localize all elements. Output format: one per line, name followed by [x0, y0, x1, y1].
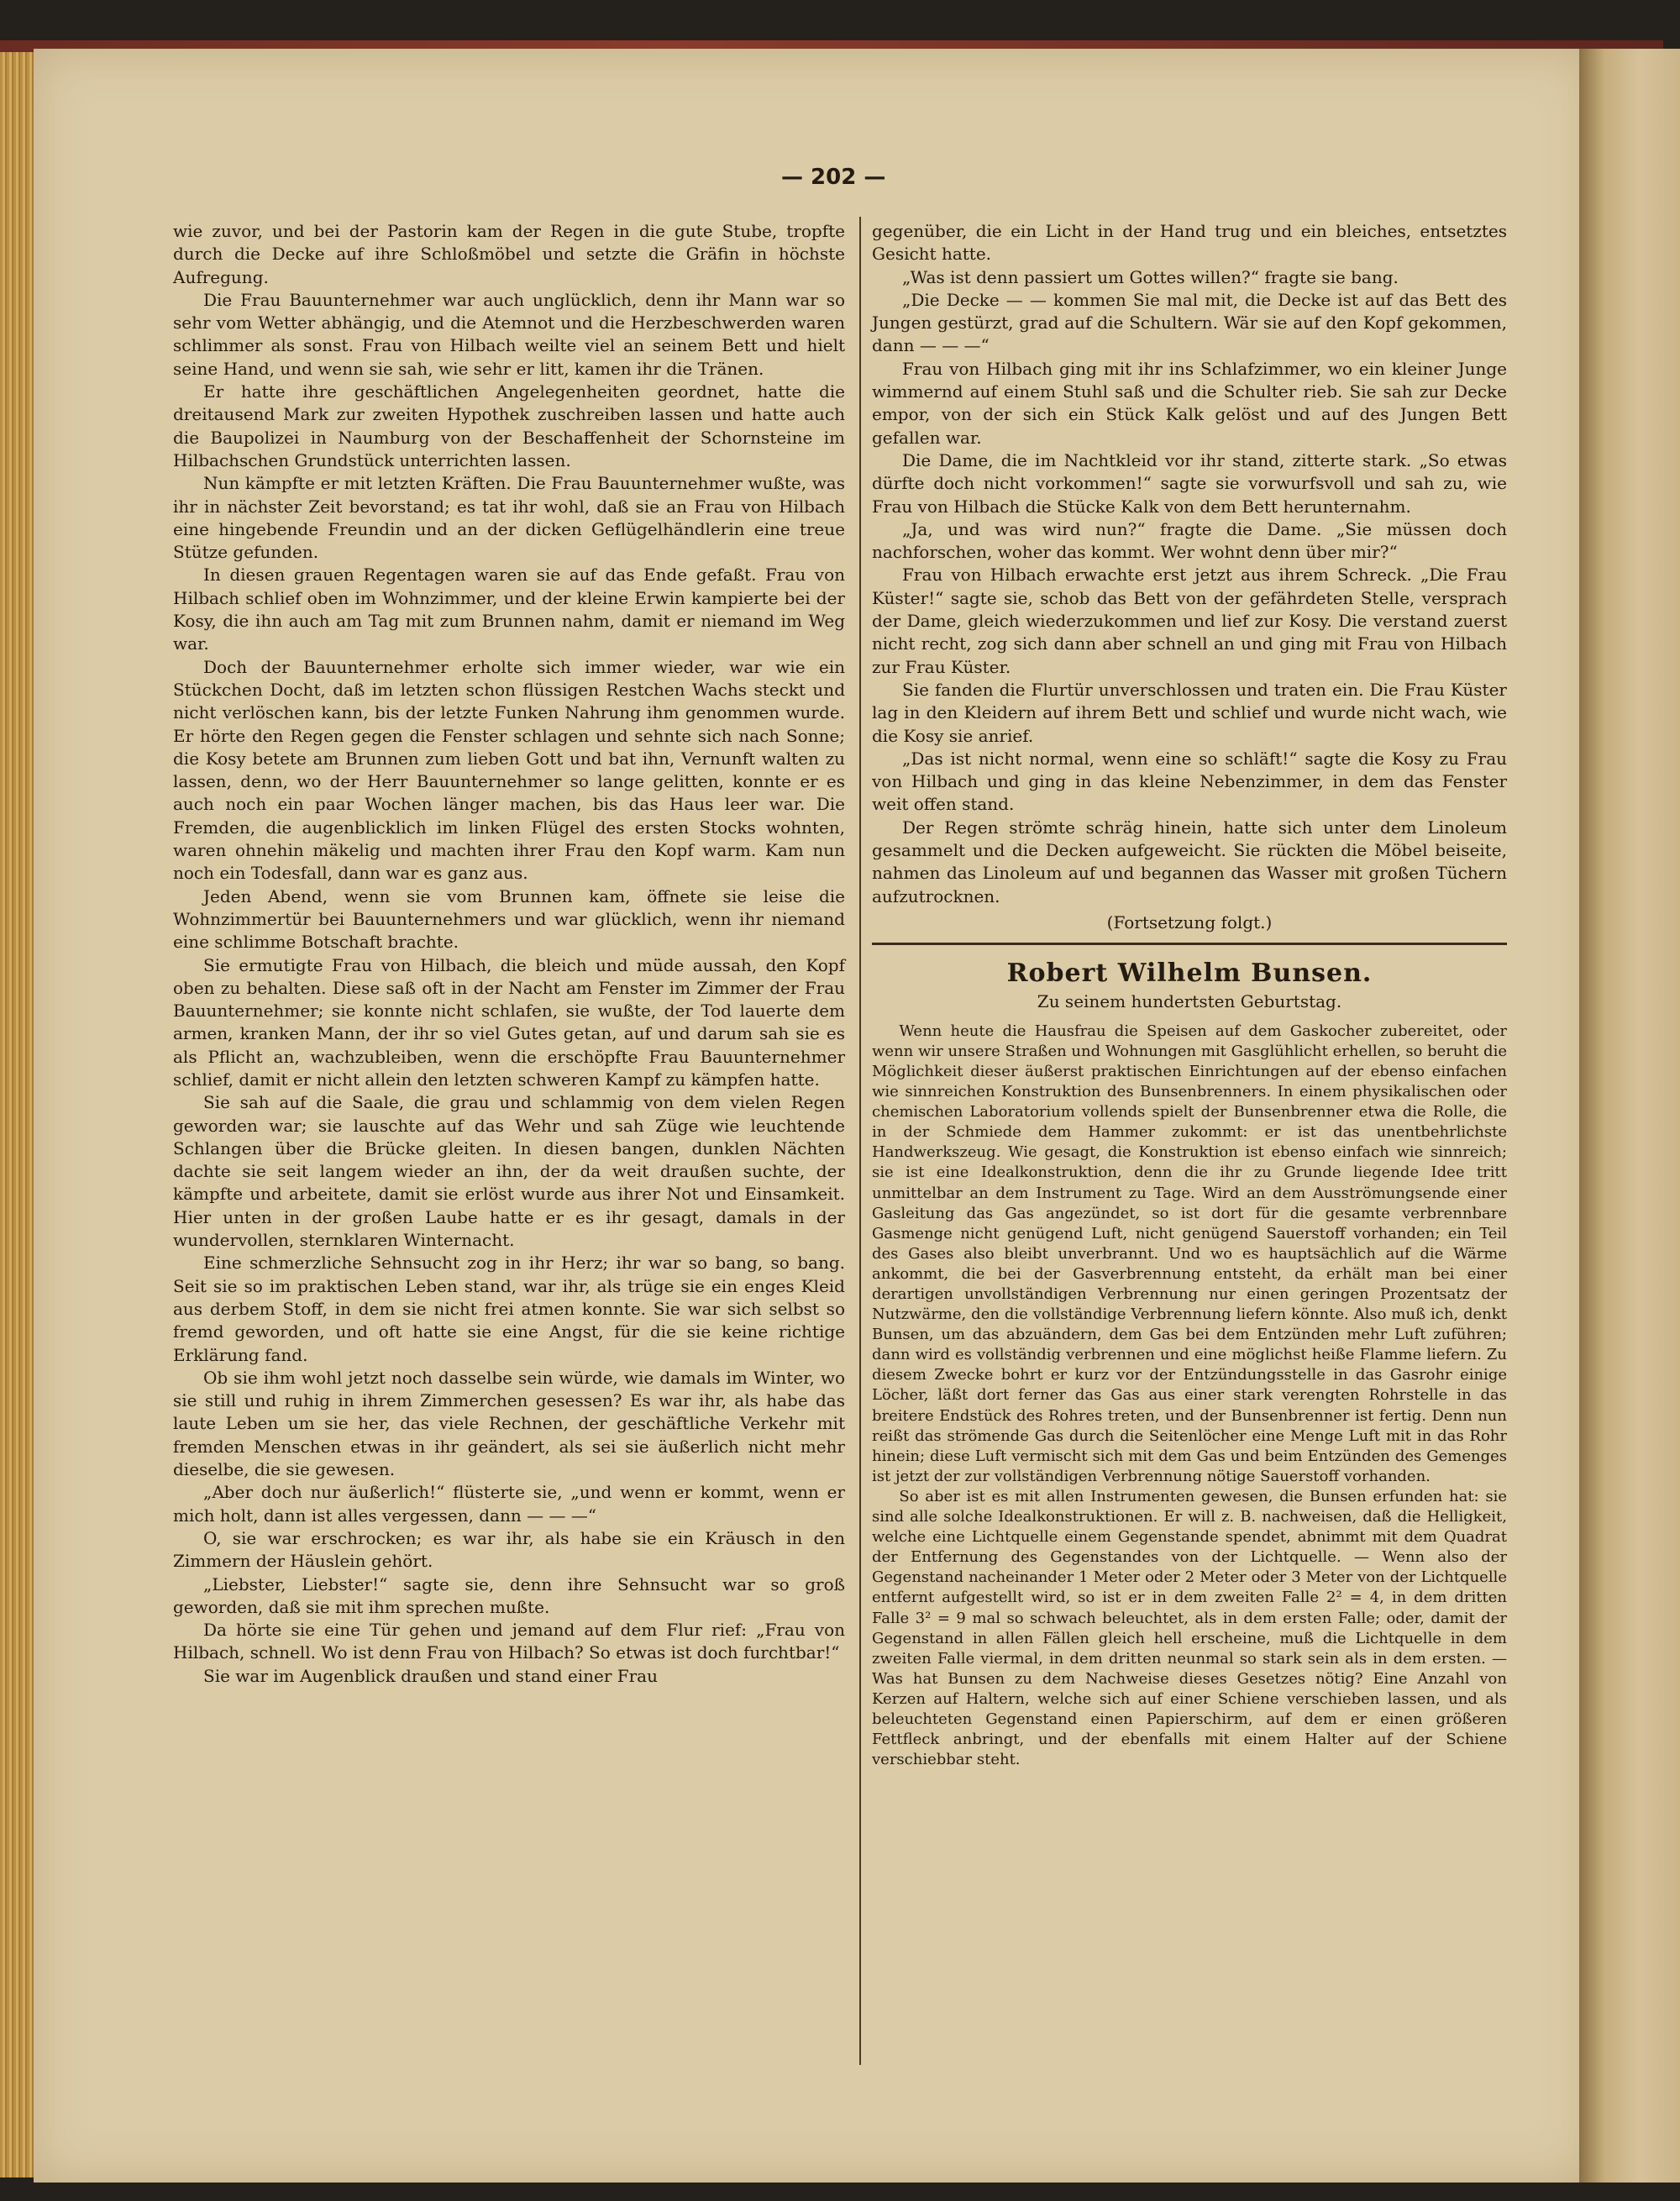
paragraph: Frau von Hilbach ging mit ihr ins Schlafzimmer, wo ein kleiner Junge wimmernd auf einem Stuhl saß und die Schulter rieb. Sie sah zur Decke empor, von der sich ein Stück Kalk gelöst und auf des Jungen Bett gefallen war.: [872, 358, 1507, 448]
paragraph: gegenüber, die ein Licht in der Hand trug und ein bleiches, entsetztes Gesicht hatte.: [872, 221, 1507, 265]
paragraph: Sie war im Augenblick draußen und stand einer Frau: [203, 1665, 658, 1686]
paragraph: wie zuvor, und bei der Pastorin kam der Regen in die gute Stube, tropfte durch die Decke auf ihre Schloßmöbel und setzte die Gräfin in höchste Aufregung.: [173, 221, 845, 287]
paragraph: Sie sah auf die Saale, die grau und schlammig von dem vielen Regen geworden war; sie lauschte auf das Wehr und sah Züge wie leuchtende Schlangen über die Brücke gleiten. In diesen bangen, dunklen Nächten dachte sie seit langem wieder an ihn, der da weit draußen suchte, der kämpfte und arbeitete, damit sie erlöst wurde aus ihrer Not und Einsamkeit. Hier unten in der großen Laube hatte er es ihr gesagt, damals in der wundervollen, sternklaren Winternacht.: [173, 1092, 845, 1251]
paragraph: Eine schmerzliche Sehnsucht zog in ihr Herz; ihr war so bang, so bang. Seit sie so im praktischen Leben stand, war ihr, als trüge sie ein enges Kleid aus derbem Stoff, in dem sie nicht frei atmen konnte. Sie war sich selbst so fremd geworden, und oft hatte sie eine Angst, für die sie keine richtige Erklärung fand.: [173, 1253, 845, 1365]
paragraph: O, sie war erschrocken; es war ihr, als habe sie ein Kräusch in den Zimmern der Häuslein gehört.: [173, 1527, 845, 1572]
paragraph: „Ja, und was wird nun?“ fragte die Dame. „Sie müssen doch nachforschen, woher das kommt. Wer wohnt denn über mir?“: [872, 518, 1507, 563]
paragraph: Die Dame, die im Nachtkleid vor ihr stand, zitterte stark. „So etwas dürfte doch nicht vorkommen!“ sagte sie vorwurfsvoll und sah zu, wie Frau von Hilbach die Stücke Kalk von dem Bett herunternahm.: [872, 449, 1507, 517]
paragraph: Doch der Bauunternehmer erholte sich immer wieder, war wie ein Stückchen Docht, daß im letzten schon flüssigen Restchen Wachs steckt und nicht verlöschen kann, bis der letzte Funken Nahrung ihm genommen wurde. Er hörte den Regen gegen die Fenster schlagen und sehnte sich nach Sonne; die Kosy betete am Brunnen zum lieben Gott und bat ihn, Vernunft walten zu lassen, denn, wo der Herr Bauunternehmer so lange gelitten, konnte er es auch noch ein paar Wochen länger machen, bis das Haus leer war. Die Fremden, die augenblicklich im linken Flügel des ersten Stocks wohnten, waren ohnehin mäkelig und machten ihrer Frau den Kopf warm. Kam nun noch ein Todesfall, dann war es ganz aus.: [173, 656, 845, 884]
paragraph: Nun kämpfte er mit letzten Kräften. Die Frau Bauunternehmer wußte, was ihr in nächster Zeit bevorstand; es tat ihr wohl, daß sie an Frau von Hilbach eine hingebende Freundin und an der dicken Geflügelhändlerin eine treue Stütze gefunden.: [173, 473, 845, 563]
section-divider: [872, 943, 1507, 945]
paragraph: Frau von Hilbach erwachte erst jetzt aus ihrem Schreck. „Die Frau Küster!“ sagte sie, schob das Bett von der gefährdeten Stelle, versprach der Dame, gleich wiederzukommen und lief zur Kosy. Die verstand zuerst nicht recht, zog sich dann aber schnell an und ging mit Frau von Hilbach zur Frau Küster.: [872, 565, 1507, 677]
continued-label: (Fortsetzung folgt.): [1106, 911, 1273, 932]
paragraph: Ob sie ihm wohl jetzt noch dasselbe sein würde, wie damals im Winter, wo sie still und ruhig in ihrem Zimmerchen gesessen? Es war ihr, als habe das laute Leben um sie her, das viele Rechnen, der geschäftliche Verkehr mit fremden Menschen etwas in ihr geändert, als sei sie äußerlich nicht mehr dieselbe, die sie gewesen.: [173, 1367, 845, 1480]
article-paragraph: So aber ist es mit allen Instrumenten gewesen, die Bunsen erfunden hat: sie sind alle solche Idealkonstruktionen. Er will z. B. nachweisen, daß die Helligkeit, welche eine Lichtquelle einem Gegenstande spendet, abnimmt mit dem Quadrat der Entfernung des Gegenstandes von der Lichtquelle. — Wenn also der Gegenstand nacheinander 1 Meter oder 2 Meter oder 3 Meter von der Lichtquelle entfernt aufgestellt wird, so ist er in dem zweiten Falle 2² = 4, in dem dritten Falle 3² = 9 mal so schwach beleuchtet, als in dem ersten Falle; oder, damit der Gegenstand in allen Fällen gleich hell erscheine, muß die Lichtquelle in dem zweiten Falle viermal, in dem dritten neunmal so stark sein als in dem ersten. — Was hat Bunsen zu dem Nachweise dieses Gesetzes nötig? Eine Anzahl von Kerzen auf Haltern, welche sich auf einer Schiene verschieben lassen, und als beleuchteten Gegenstand einen Papierschirm, auf dem er einen größeren Fettfleck anbringt, und der ebenfalls mit einem Halter auf der Schiene verschiebbar steht.: [872, 1487, 1507, 1769]
article-subtitle: Zu seinem hundertsten Geburtstag.: [1037, 990, 1342, 1011]
article-title: Robert Wilhelm Bunsen.: [1006, 959, 1373, 989]
paragraph: Sie ermutigte Frau von Hilbach, die bleich und müde aussah, den Kopf oben zu behalten. Diese saß oft in der Nacht am Fenster im Zimmer der Frau Bauunternehmer; sie konnte nicht schlafen, sie wußte, der Tod lauerte dem armen, kranken Mann, der ihr so viel Gutes getan, auf und darum sah sie es als Pflicht an, wachzubleiben, wenn die erschöpfte Frau Bauunternehmer schlief, damit er nicht allein den letzten schweren Kampf zu kämpfen hatte.: [173, 954, 845, 1090]
left-column: [173, 220, 845, 1688]
page-number: — 202 —: [781, 165, 886, 190]
column-divider: [859, 217, 861, 2065]
paragraph: „Aber doch nur äußerlich!“ flüsterte sie, „und wenn er kommt, wenn er mich holt, dann ist alles vergessen, dann — — —“: [173, 1482, 845, 1526]
paragraph: Er hatte ihre geschäftlichen Angelegenheiten geordnet, hatte die dreitausend Mark zur zweiten Hypothek zuschreiben lassen und hatte auch die Baupolizei in Naumburg von der Beschaffenheit der Schornsteine im Hilbachschen Grundstück unterrichten lassen.: [173, 381, 845, 470]
right-column: [872, 220, 1507, 1770]
paragraph: In diesen grauen Regentagen waren sie auf das Ende gefaßt. Frau von Hilbach schlief oben im Wohnzimmer, und der kleine Erwin kampierte bei der Kosy, die ihn auch am Tag mit zum Brunnen nahm, damit er niemand im Weg war.: [173, 565, 845, 654]
paragraph: Da hörte sie eine Tür gehen und jemand auf dem Flur rief: „Frau von Hilbach, schnell. Wo ist denn Frau von Hilbach? So etwas ist doch furchtbar!“: [173, 1620, 845, 1663]
book-gutter: [1579, 49, 1680, 2183]
paragraph: „Was ist denn passiert um Gottes willen?“ fragte sie bang.: [902, 266, 1399, 287]
paragraph: „Das ist nicht normal, wenn eine so schläft!“ sagte die Kosy zu Frau von Hilbach und ging in das kleine Nebenzimmer, in dem das Fenster weit offen stand.: [872, 748, 1507, 815]
paragraph: Jeden Abend, wenn sie vom Brunnen kam, öffnete sie leise die Wohnzimmertür bei Bauunternehmers und war glücklich, wenn ihr niemand eine schlimme Botschaft brachte.: [173, 885, 845, 953]
paragraph: Sie fanden die Flurtür unverschlossen und traten ein. Die Frau Küster lag in den Kleidern auf ihrem Bett und schlief und wurde nicht wach, wie die Kosy sie anrief.: [872, 679, 1507, 746]
paragraph: „Liebster, Liebster!“ sagte sie, denn ihre Sehnsucht war so groß geworden, daß sie mit ihm sprechen mußte.: [173, 1573, 845, 1617]
stacked-page-edges: [0, 52, 35, 2177]
article-paragraph: Wenn heute die Hausfrau die Speisen auf dem Gaskocher zubereitet, oder wenn wir unsere Straßen und Wohnungen mit Gasglühlicht erhellen, so beruht die Möglichkeit dieser äußerst praktischen Einrichtungen auf der ebenso einfachen wie sinnreichen Konstruktion des Bunsenbrenners. In einem physikalischen oder chemischen Laboratorium vollends spielt der Bunsenbrenner etwa die Rolle, die in der Schmiede dem Hammer zukommt: er ist das unentbehrlichste Handwerkszeug. Wie gesagt, die Konstruktion ist ebenso einfach wie sinnreich; sie ist eine Idealkonstruktion, denn die ihr zu Grunde liegende Idee tritt unmittelbar an dem Instrument zu Tage. Wird an dem Ausströmungsende einer Gasleitung das Gas angezündet, so ist dort für die gesamte verbrennbare Gasmenge nicht genügend Luft, nicht genügend Sauerstoff vorhanden; ein Teil des Gases also bleibt unverbrannt. Und wo es hauptsächlich auf die Wärme ankommt, die bei der Gasverbrennung entsteht, da erhält man bei einer derartigen unvollständigen Verbrennung nur einen geringen Prozentsatz der Nutzwärme, den die vollständige Verbrennung liefern könnte. Also muß ich, denkt Bunsen, um das abzuändern, dem Gas bei dem Entzünden mehr Luft zuführen; dann wird es vollständig verbrennen und eine möglichst heiße Flamme liefern. Zu diesem Zwecke bohrt er kurz vor der Entzündungsstelle in das Gasrohr einige Löcher, läßt dort ferner das Gas aus einer stark verengten Rohrstelle in das breitere Endstück des Rohres treten, und der Bunsenbrenner ist fertig. Denn nun reißt das strömende Gas durch die Seitenlöcher eine Menge Luft mit in das Rohr hinein; diese Luft vermischt sich mit dem Gas und beim Entzünden des Gemenges ist jetzt der zur vollständigen Verbrennung nötige Sauerstoff vorhanden.: [872, 1022, 1507, 1485]
paragraph: Der Regen strömte schräg hinein, hatte sich unter dem Linoleum gesammelt und die Decken aufgeweicht. Sie rückten die Möbel beiseite, nahmen das Linoleum auf und begannen das Wasser mit großen Tüchern aufzutrocknen.: [872, 817, 1507, 906]
paragraph: „Die Decke — — kommen Sie mal mit, die Decke ist auf das Bett des Jungen gestürzt, grad auf die Schultern. Wär sie auf den Kopf gekommen, dann — — —“: [872, 289, 1507, 356]
paragraph: Die Frau Bauunternehmer war auch unglücklich, denn ihr Mann war so sehr vom Wetter abhängig, und die Atemnot und die Herzbeschwerden waren schlimmer als sonst. Frau von Hilbach weilte viel an seinem Bett und hielt seine Hand, und wenn sie sah, wie sehr er litt, kamen ihr die Tränen.: [173, 289, 845, 379]
